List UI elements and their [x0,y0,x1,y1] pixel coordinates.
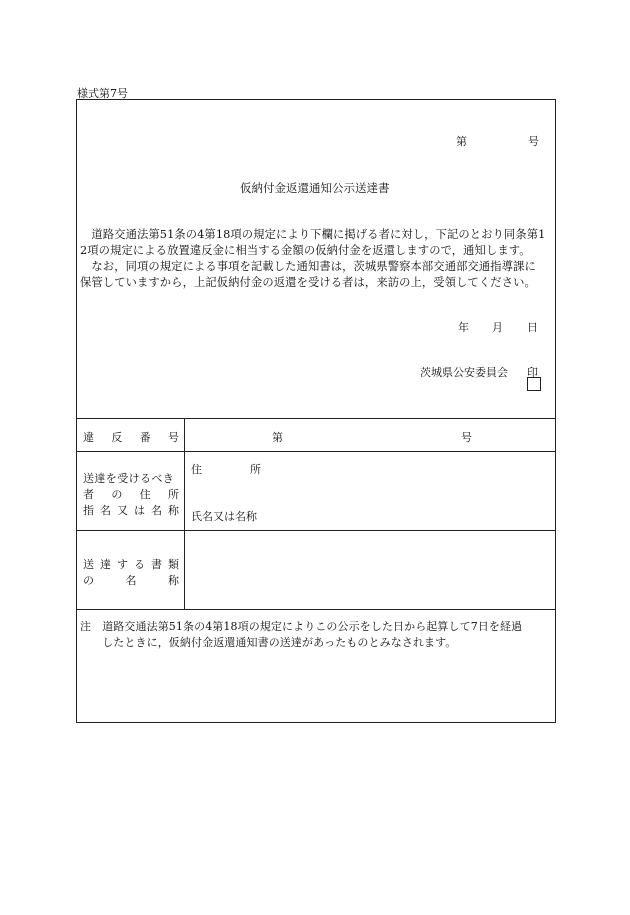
documents-label-line-1 [83,556,179,572]
address-label-char-2: 所 [250,463,261,476]
documents-label1-char-1: 送 [83,558,94,571]
row-rule-2 [76,530,556,531]
column-rule [184,418,185,609]
row-rule-3 [76,609,556,610]
documents-label1-char-3: す [117,558,128,571]
violation-number-label [83,429,179,445]
documents-label1-char-5: 書 [151,558,162,571]
seal-box [527,377,541,391]
date-month: 月 [492,321,503,334]
recipient-label2-char-3: 住 [139,488,151,501]
address-label-char-1: 住 [191,463,202,476]
recipient-label3-char-2: 名 [100,504,111,517]
recipient-label-line-1: 送達を受けるべき [83,472,175,485]
date-day: 日 [527,321,538,334]
date-year: 年 [458,321,469,334]
documents-label2-char-2: 名 [125,574,137,587]
name-field-label: 氏名又は名称 [191,510,257,523]
address-field-label [191,461,261,477]
note-line-2: したときに，仮納付金返還通知書の送達があったものとみなされます。 [80,636,457,649]
recipient-label2-char-4: 所 [167,488,179,501]
documents-label2-char-3: 称 [168,574,179,587]
issuer-name: 茨城県公安委員会 [420,366,508,379]
documents-label1-char-2: 達 [100,558,111,571]
form-number-label: 様式第7号 [77,87,128,100]
note-line-1: 注 道路交通法第51条の4第18項の規定によりこの公示をした日から起算して7日を経過 [80,620,523,633]
recipient-label3-char-3: 又 [117,504,128,517]
recipient-label3-char-6: 称 [168,504,179,517]
table-top-rule [76,418,556,419]
seal-label: 印 [527,366,538,379]
violation-label-char-2: 反 [111,431,123,444]
documents-label-line-2 [83,572,179,588]
issue-number-suffix: 号 [528,135,539,148]
recipient-label3-char-1: 指 [83,504,94,517]
issue-number-prefix: 第 [456,135,467,148]
documents-label1-char-6: 類 [168,558,179,571]
recipient-label3-char-4: は [134,504,145,517]
violation-label-char-1: 違 [83,431,94,444]
documents-label2-char-1: の [83,574,94,587]
recipient-label2-char-2: の [111,488,123,501]
recipient-label2-char-1: 者 [83,488,94,501]
recipient-label3-char-5: 名 [151,504,162,517]
violation-label-char-4: 号 [167,431,179,444]
recipient-label-line-3 [83,502,179,518]
violation-number-prefix: 第 [272,431,283,444]
body-line-3: なお，同項の規定による事項を記載した通知書は，茨城県警察本部交通部交通指導課に [80,260,536,273]
document-title: 仮納付金返還通知公示送達書 [240,181,390,195]
violation-label-char-3: 番 [139,431,151,444]
violation-number-suffix: 号 [461,431,472,444]
body-line-1: 道路交通法第51条の4第18項の規定により下欄に掲げる者に対し，下記のとおり同条第1 [80,228,546,241]
row-rule-1 [76,451,556,452]
recipient-label-line-2 [83,486,179,502]
documents-label1-char-4: る [134,558,145,571]
body-line-2: 2項の規定による放置違反金に相当する金額の仮納付金を返還しますので，通知します。 [80,244,531,257]
body-line-4: 保管していますから，上記仮納付金の返還を受ける者は，来訪の上，受領してください。 [80,276,536,289]
